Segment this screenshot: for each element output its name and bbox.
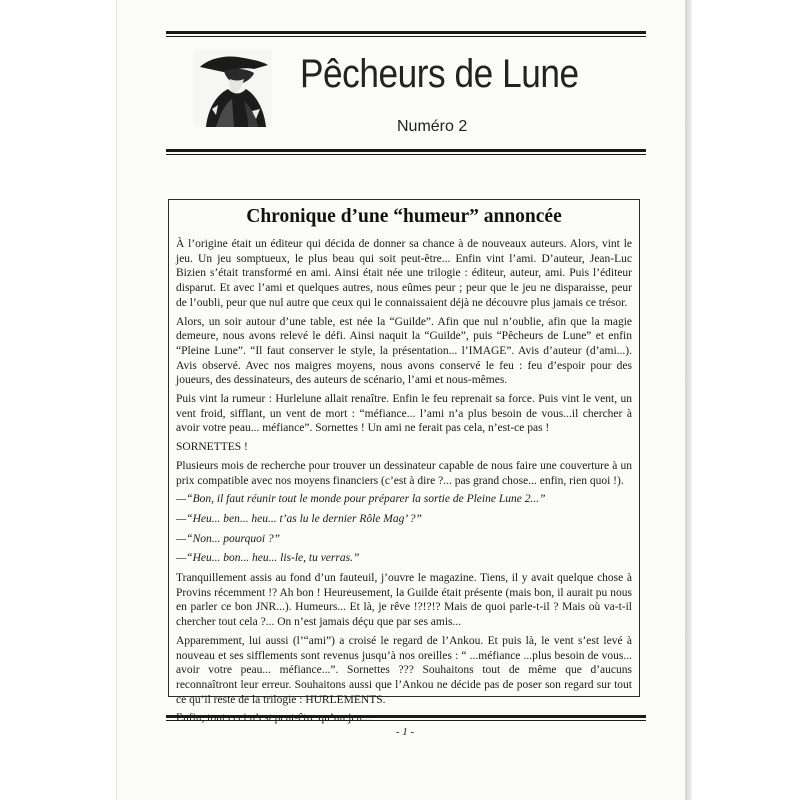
footer-rule <box>166 715 646 721</box>
paragraph: Alors, un soir autour d’une table, est née la “Guilde”. Afin que nul n’oublie, afin que la magie demeure, nous avons relevé le défi. Ainsi naquit la “Guilde”, puis “Pêcheurs de Lune” et enfin “Pleine Lune”. “Il faut conserver le style, la présentation... l’IMAGE”. Avis d’auteur (d’ami...). Avis observé. Avec nos maigres moyens, nous avons conservé le feu : feu d’espoir pour des joueurs, des dessinateurs, des auteurs de scénario, l’ami et nous-mêmes. <box>176 315 632 387</box>
article-body <box>176 237 632 730</box>
paragraph: Enfin, tout ceci n’est peut-être qu’un jeu... <box>176 712 371 725</box>
dialogue-line: —“Heu... ben... heu... t’as lu le dernier Rôle Mag’ ?” <box>176 512 422 525</box>
magazine-title: Pêcheurs de Lune <box>300 52 579 96</box>
paragraph: Plusieurs mois de recherche pour trouver un dessinateur capable de nous faire une couverture à un prix compatible avec nos moyens financiers (c’est à dire ?... pas grand chose... enfin, rien quoi !). <box>176 459 632 487</box>
paragraph: À l’origine était un éditeur qui décida de donner sa chance à de nouveaux auteurs. Alors, vint le jeu. Un jeu somptueux, le plus beau qui soit peut-être... Enfin vint l’ami. D’auteur, Jean-Luc Bizien s’était transformé en ami. Ainsi était née une trilogie : éditeur, auteur, ami. Puis l’éditeur disparut. Et avec l’ami et quelques autres, nous eûmes peur ; peur que le jeu ne disparaisse, peur de l’oubli, peur que nul autre que ceux qui le connaissaient déjà ne découvre plus jamais ce trésor. <box>176 238 632 309</box>
paragraph: Tranquillement assis au fond d’un fauteuil, j’ouvre le magazine. Tiens, il y avait quelque chose à Provins récemment !? Ah bon ! Heureusement, la Guilde était présente (mais bon, il aurait pu nous en parler ce bon JNR...). Humeurs... Et là, je rêve !?!?!? Mais de quoi parle-t-il ? Mais où va-t-il chercher tout cela ?... On n’est jamais déçu que par ses amis... <box>176 572 632 629</box>
page-edge <box>686 0 692 800</box>
header-bottom-rule <box>166 149 646 155</box>
paragraph: Puis vint la rumeur : Hurlelune allait renaître. Enfin le feu reprenait sa force. Puis vint le vent, un vent froid, sifflant, un vent de mort : “méfiance... l’ami n’a plus besoin de vous...il chercher à avoir votre peau... méfiance”. Sornettes ! Un ami ne ferait pas cela, n’est-ce pas ! <box>176 393 632 435</box>
article-title: Chronique d’une “humeur” annoncée <box>246 206 562 227</box>
dialogue-line: —“Bon, il faut réunir tout le monde pour préparer la sortie de Pleine Lune 2...” <box>176 493 546 506</box>
issue-number: Numéro 2 <box>397 118 468 135</box>
paragraph: SORNETTES ! <box>176 441 248 454</box>
dialogue-line: —“Heu... bon... heu... lis-le, tu verras.” <box>176 552 360 565</box>
page-number: - 1 - <box>395 726 415 738</box>
paragraph: Apparemment, lui aussi (l’“ami”) a croisé le regard de l’Ankou. Et puis là, le vent s’est levé à nouveau et ses sifflements sont revenus jusqu’à nos oreilles : “ ...méfiance ...plus besoin de vous... avoir votre peau... méfiance...”. Sornettes ??? Souhaitons tout de même que d’aucuns reconnaîtront leur erreur. Souhaitons aussi que l’Ankou ne décide pas de poser son regard sur tout ce qu’il reste de la trilogie : HURLEMENTS. <box>176 634 632 706</box>
header-top-rule <box>166 31 646 37</box>
cloaked-figure-icon <box>194 49 272 127</box>
dialogue-line: —“Non... pourquoi ?” <box>176 532 281 545</box>
